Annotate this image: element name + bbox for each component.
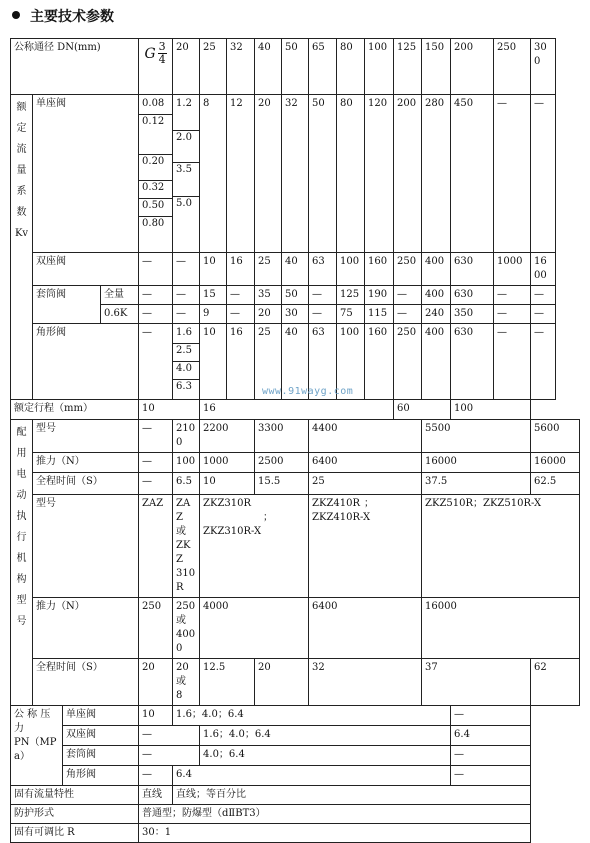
actuator-value: 2200: [200, 420, 255, 453]
footer-label: 固有流量特性: [11, 786, 139, 805]
g-fraction: [144, 41, 166, 66]
kv-value: 250: [394, 253, 422, 286]
text-line: 20 或: [176, 662, 189, 687]
actuator-value: 15.5: [255, 473, 309, 495]
actuator-value: 6400: [309, 598, 422, 659]
sleeve-k-label: 0.6K: [101, 305, 139, 324]
kv-value: 15: [200, 286, 227, 305]
stroke-label: 额定行程（mm）: [11, 400, 139, 420]
actuator-value: [173, 659, 200, 706]
actuator-value: 12.5: [200, 659, 255, 706]
footer-value: 30：1: [139, 824, 531, 843]
pressure-row: [11, 706, 580, 726]
text-line: ZKZ: [176, 540, 191, 565]
text-line: ；: [263, 512, 274, 523]
kv-value: 115: [365, 305, 394, 324]
pressure-value: 6.4: [173, 766, 451, 786]
kv-value: 2.5: [176, 345, 192, 356]
single-seat-dn20-values: [173, 95, 200, 253]
kv-value: —: [494, 324, 531, 400]
g-denominator: 4: [158, 53, 166, 66]
kv-value: —: [227, 286, 255, 305]
time2-label: 全程时间（S）: [33, 659, 139, 706]
kv-label-char: Kv: [14, 228, 29, 239]
dn-size: 40: [255, 39, 282, 95]
kv-sleeve-full-row: [11, 286, 580, 305]
kv-value: —: [139, 286, 173, 305]
text-line: 或: [176, 526, 187, 537]
kv-value: —: [173, 286, 200, 305]
thrust-label: 推力（N）: [33, 453, 139, 473]
pressure-row-label: 角形阀: [63, 766, 139, 786]
dn-size: 32: [227, 39, 255, 95]
kv-value: 450: [451, 95, 494, 253]
kv-value: 20: [255, 95, 282, 253]
actuator-label-char: 型: [16, 595, 27, 606]
actuator-label-char: 机: [16, 553, 27, 564]
kv-value: 240: [422, 305, 451, 324]
kv-value: 160: [365, 253, 394, 286]
pressure-row-label: 套筒阀: [63, 746, 139, 766]
kv-value: 25: [255, 253, 282, 286]
kv-value: 40: [282, 324, 309, 400]
kv-value: 25: [255, 324, 282, 400]
text-line: ；: [364, 498, 375, 509]
pressure-row-label: 单座阀: [63, 706, 139, 726]
pressure-value: —: [451, 706, 531, 726]
kv-value: 0.50: [142, 200, 165, 211]
kv-value: —: [531, 95, 555, 253]
double-seat-label: 双座阀: [33, 253, 139, 286]
kv-value: —: [394, 286, 422, 305]
pressure-value: 1.6；4.0；6.4: [200, 726, 451, 746]
kv-value: 280: [422, 95, 451, 253]
dn-row: [11, 39, 580, 95]
footer-label: 固有可调比 R: [11, 824, 139, 843]
kv-value: 50: [282, 286, 309, 305]
kv-label-char: 系: [16, 186, 27, 197]
pressure-value: 4.0；6.4: [200, 746, 451, 766]
actuator-value: 100: [173, 453, 200, 473]
actuator-value: 5600: [531, 420, 580, 453]
text-line: 8: [176, 690, 183, 701]
kv-value: 0.20: [142, 156, 165, 167]
kv-single-seat-row: [11, 95, 580, 253]
actuator-model2-row: [11, 495, 580, 598]
stroke-value: 10: [139, 400, 200, 420]
actuator-value: 25: [309, 473, 422, 495]
text-line: 或: [176, 615, 187, 626]
actuator-label-char: 执: [16, 511, 27, 522]
pressure-value: —: [451, 746, 531, 766]
actuator-value: 16000: [531, 453, 580, 473]
flow-characteristic-row: [11, 786, 580, 805]
section-heading-text: 主要技术参数: [30, 9, 114, 25]
kv-value: 125: [337, 286, 365, 305]
actuator-value: 37.5: [422, 473, 531, 495]
kv-label-char: 额: [16, 102, 27, 113]
kv-value: 32: [282, 95, 309, 253]
actuator-value: —: [139, 453, 173, 473]
actuator-value: —: [139, 473, 173, 495]
kv-value: 350: [451, 305, 494, 324]
g-symbol: G: [144, 45, 156, 62]
actuator-value: 32: [309, 659, 422, 706]
kv-value: 8: [200, 95, 227, 253]
kv-value: 630: [451, 253, 494, 286]
text-line: ZAZ: [176, 498, 191, 523]
thrust2-label: 推力（N）: [33, 598, 139, 659]
kv-value: 10: [200, 324, 227, 400]
text-line: ZKZ310R-X: [203, 526, 262, 537]
text-line: 250: [176, 601, 196, 612]
protection-row: [11, 805, 580, 824]
kv-value: 16: [227, 253, 255, 286]
kv-value: 63: [309, 324, 337, 400]
kv-value: —: [139, 305, 173, 324]
stroke-value: 100: [451, 400, 531, 420]
pressure-row: [11, 746, 580, 766]
model2-label: 型号: [33, 495, 139, 598]
kv-value: 16: [227, 324, 255, 400]
dn-size: 80: [337, 39, 365, 95]
actuator-time-row: [11, 473, 580, 495]
kv-label-char: 流: [16, 144, 27, 155]
actuator-value: 62: [531, 659, 580, 706]
dn-size: 300: [531, 39, 555, 95]
kv-value: 30: [282, 305, 309, 324]
actuator-label-char: 号: [16, 616, 27, 627]
pressure-label: [11, 706, 63, 786]
kv-value: 80: [337, 95, 365, 253]
angle-dn20-values: [173, 324, 200, 400]
footer-label: 防护形式: [11, 805, 139, 824]
dn-size: 25: [200, 39, 227, 95]
actuator-label-char: 行: [16, 532, 27, 543]
dn-size: 200: [451, 39, 494, 95]
actuator-value: [200, 495, 309, 598]
pressure-row: [11, 726, 580, 746]
footer-value: 直线；等百分比: [173, 786, 531, 805]
kv-double-seat-row: [11, 253, 580, 286]
pressure-row-label: 双座阀: [63, 726, 139, 746]
kv-value: 3.5: [176, 164, 192, 175]
model-label: 型号: [33, 420, 139, 453]
kv-value: 630: [451, 324, 494, 400]
dn-label: 公称通径 DN(mm): [11, 39, 139, 95]
kv-value: —: [531, 286, 555, 305]
pressure-row: [11, 766, 580, 786]
kv-value: 1.2: [176, 98, 192, 109]
kv-value: 400: [422, 324, 451, 400]
kv-value: 100: [337, 324, 365, 400]
actuator-value: 1000: [200, 453, 255, 473]
text-line: 公 称 压 力: [14, 709, 51, 734]
rangeability-row: [11, 824, 580, 843]
section-heading: [12, 6, 114, 28]
kv-value: 630: [451, 286, 494, 305]
stroke-value: 16: [200, 400, 394, 420]
kv-value: —: [173, 253, 200, 286]
text-line: PN（MPa）: [14, 737, 57, 762]
kv-value: 0.12: [142, 116, 165, 127]
footer-value: 直线: [139, 786, 173, 805]
kv-value: —: [173, 305, 200, 324]
actuator-value: [309, 495, 422, 598]
single-seat-g-values: [139, 95, 173, 253]
kv-value: 400: [422, 286, 451, 305]
actuator-value: 6.5: [173, 473, 200, 495]
single-seat-label: 单座阀: [33, 95, 139, 253]
kv-value: 9: [200, 305, 227, 324]
stroke-row: [11, 400, 580, 420]
kv-value: 35: [255, 286, 282, 305]
kv-value: —: [494, 286, 531, 305]
actuator-value: 16000: [422, 598, 580, 659]
kv-value: 100: [337, 253, 365, 286]
sleeve-label: 套筒阀: [33, 286, 101, 324]
actuator-value: ZAZ: [139, 495, 173, 598]
actuator-value: 16000: [422, 453, 531, 473]
kv-value: 75: [337, 305, 365, 324]
actuator-model-row: [11, 420, 580, 453]
kv-value: 0.32: [142, 182, 165, 193]
dn-size: 100: [365, 39, 394, 95]
kv-value: 0.08: [142, 98, 165, 109]
actuator-value: 250: [139, 598, 173, 659]
actuator-value: 10: [200, 473, 255, 495]
watermark: www.91wayg.com: [262, 386, 354, 397]
kv-label-char: 数: [16, 207, 27, 218]
actuator-value: 2500: [255, 453, 309, 473]
kv-value: —: [139, 324, 173, 400]
actuator-value: —: [139, 420, 173, 453]
actuator-label-char: 动: [16, 490, 27, 501]
stroke-value: 60: [394, 400, 451, 420]
kv-label-char: 量: [16, 165, 27, 176]
pressure-value: —: [139, 766, 173, 786]
actuator-label: [11, 420, 33, 706]
bullet-icon: [12, 11, 20, 19]
pressure-value: —: [139, 746, 200, 766]
dn-size: 150: [422, 39, 451, 95]
actuator-value: [173, 598, 200, 659]
g-numerator: 3: [158, 40, 166, 53]
actuator-value: 4000: [200, 598, 309, 659]
kv-value: 0.80: [142, 218, 165, 229]
actuator-time2-row: [11, 659, 580, 706]
actuator-thrust2-row: [11, 598, 580, 659]
pressure-value: —: [139, 726, 200, 746]
actuator-value: 37: [422, 659, 531, 706]
actuator-value: 20: [255, 659, 309, 706]
kv-label-char: 定: [16, 123, 27, 134]
kv-value: 63: [309, 253, 337, 286]
text-line: ZKZ410R-X: [312, 512, 371, 523]
kv-value: 160: [365, 324, 394, 400]
kv-value: —: [227, 305, 255, 324]
kv-value: 6.3: [176, 381, 192, 392]
kv-value: 190: [365, 286, 394, 305]
actuator-value: 2100: [173, 420, 200, 453]
kv-value: 4.0: [176, 363, 192, 374]
kv-value: 1600: [531, 253, 555, 286]
kv-value: 50: [309, 95, 337, 253]
kv-value: —: [139, 253, 173, 286]
kv-value: —: [309, 305, 337, 324]
kv-value: 12: [227, 95, 255, 253]
spec-table: [10, 38, 580, 843]
actuator-value: 5500: [422, 420, 531, 453]
time-label: 全程时间（S）: [33, 473, 139, 495]
sleeve-full-label: 全量: [101, 286, 139, 305]
dn-size: 250: [494, 39, 531, 95]
actuator-value: ZKZ510R；ZKZ510R-X: [422, 495, 580, 598]
kv-value: 120: [365, 95, 394, 253]
actuator-value: 6400: [309, 453, 422, 473]
pressure-value: —: [451, 766, 531, 786]
kv-value: 5.0: [176, 198, 192, 209]
actuator-label-char: 配: [16, 427, 27, 438]
actuator-thrust-row: [11, 453, 580, 473]
kv-value: —: [531, 305, 555, 324]
pressure-value: 6.4: [451, 726, 531, 746]
kv-value: 1.6: [176, 327, 192, 338]
kv-value: —: [531, 324, 555, 400]
kv-value: 250: [394, 324, 422, 400]
kv-value: 40: [282, 253, 309, 286]
actuator-label-char: 用: [16, 448, 27, 459]
kv-value: —: [394, 305, 422, 324]
kv-label: [11, 95, 33, 400]
text-line: ZKZ410R: [312, 498, 361, 509]
actuator-label-char: 构: [16, 574, 27, 585]
kv-value: 200: [394, 95, 422, 253]
kv-value: 2.0: [176, 132, 192, 143]
kv-value: 400: [422, 253, 451, 286]
kv-value: —: [494, 305, 531, 324]
kv-value: —: [309, 286, 337, 305]
text-line: ZKZ310R: [203, 498, 252, 509]
kv-value: 10: [200, 253, 227, 286]
actuator-value: 4400: [309, 420, 422, 453]
actuator-value: 20: [139, 659, 173, 706]
dn-size: 50: [282, 39, 309, 95]
dn-size: 20: [173, 39, 200, 95]
kv-value: —: [494, 95, 531, 253]
pressure-value: 1.6；4.0；6.4: [173, 706, 451, 726]
dn-size: 65: [309, 39, 337, 95]
actuator-value: 3300: [255, 420, 309, 453]
g-size-cell: [139, 39, 173, 95]
kv-value: 20: [255, 305, 282, 324]
text-line: 310R: [176, 568, 196, 593]
dn-size: 125: [394, 39, 422, 95]
angle-label: 角形阀: [33, 324, 139, 400]
kv-value: 1000: [494, 253, 531, 286]
text-line: 4000: [176, 629, 196, 654]
footer-value: 普通型；防爆型（dⅡBT3）: [139, 805, 531, 824]
actuator-label-char: 电: [16, 469, 27, 480]
pressure-value: 10: [139, 706, 173, 726]
actuator-value: 62.5: [531, 473, 580, 495]
actuator-value: [173, 495, 200, 598]
